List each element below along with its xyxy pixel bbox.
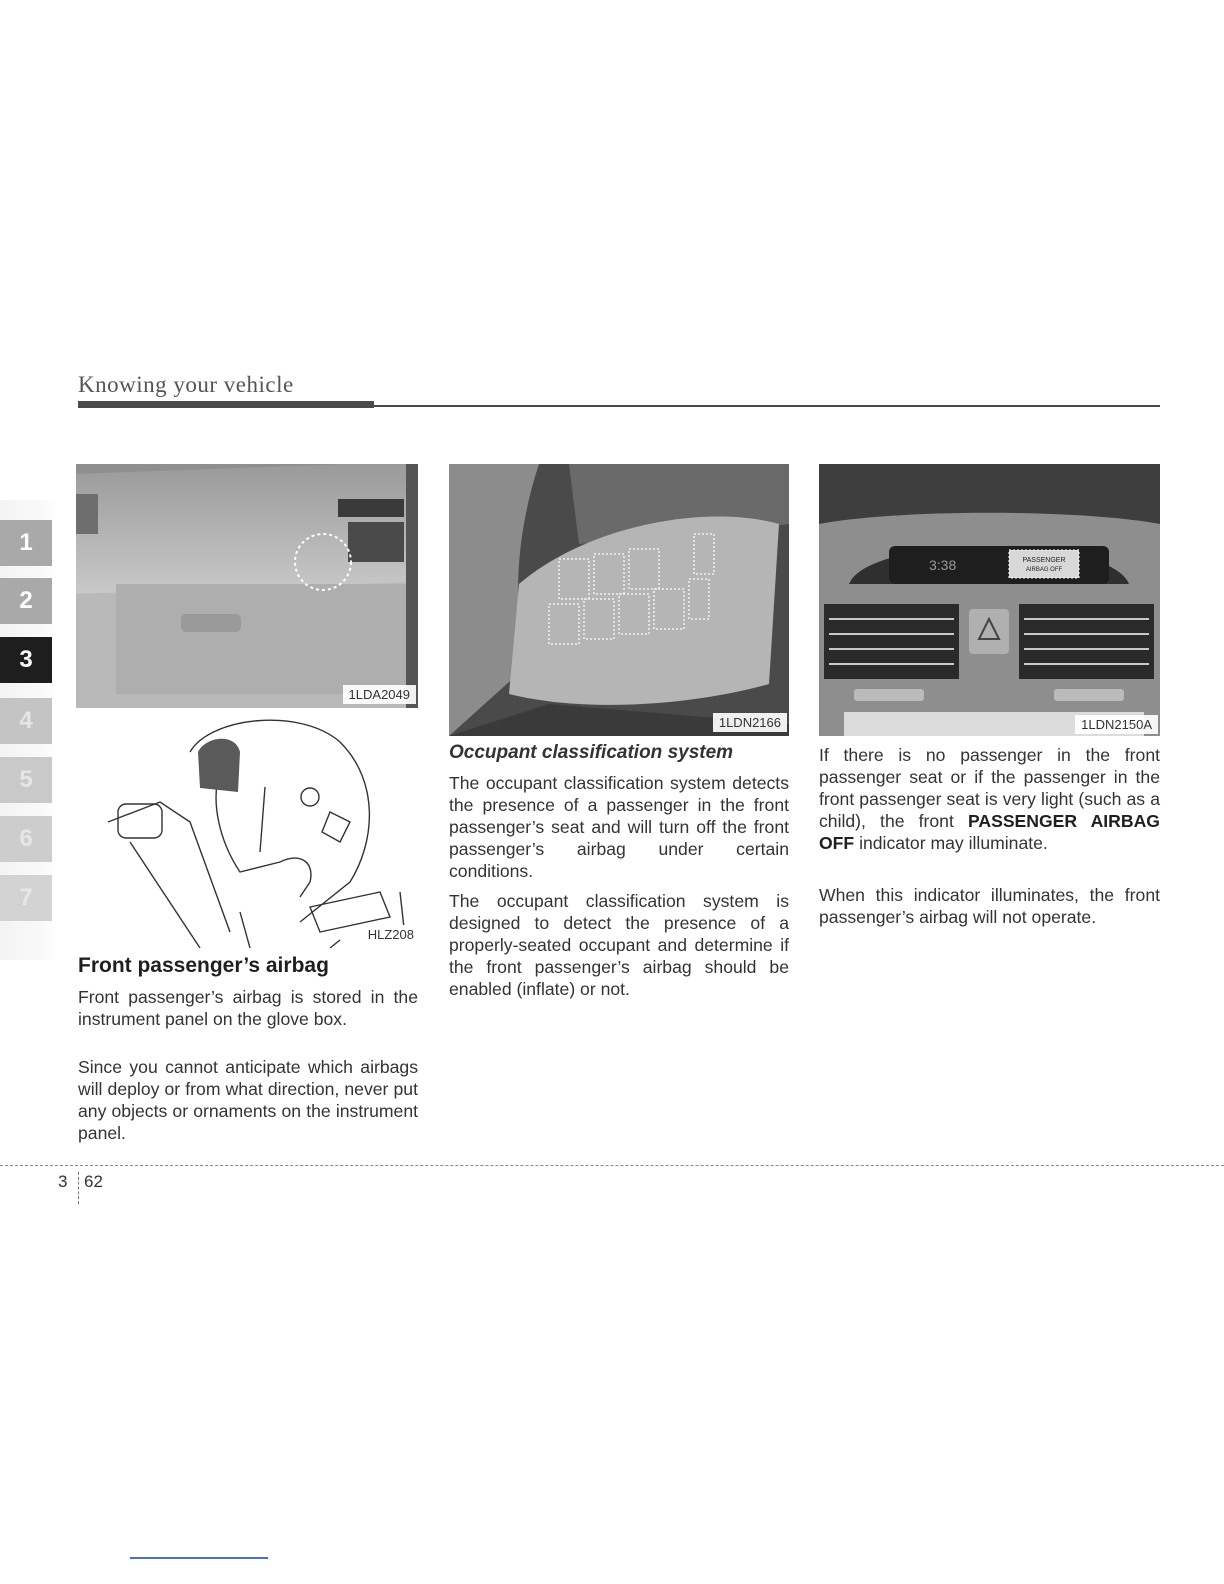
- chapter-tab-1[interactable]: 1: [0, 520, 52, 566]
- indicator-photo-caption: 1LDN2150A: [1075, 715, 1158, 734]
- clock-display: 3:38: [929, 557, 957, 573]
- chapter-tab-3-active[interactable]: 3: [0, 637, 52, 683]
- header-rule-thin: [374, 405, 1160, 407]
- footer-section-number: 3: [58, 1172, 68, 1191]
- column3-paragraph-1-text-a: If there is no passenger in the front passenger seat or if the passenger in the front passenger seat is very light (such as a child), the front: [819, 745, 1160, 831]
- indicator-label-line-1: PASSENGER: [1022, 557, 1066, 564]
- column3-paragraph-1-text-b: indicator may illuminate.: [854, 833, 1048, 853]
- column2-paragraph-2: The occupant classification system is designed to detect the presence of a properly-seated occupant and determine if the front passenger’s airbag should be enabled (inflate) or not.: [449, 891, 789, 999]
- column1-paragraph-1: Front passenger’s airbag is stored in the instrument panel on the glove box.: [78, 987, 418, 1029]
- column1-paragraph-2: Since you cannot anticipate which airbags will deploy or from what direction, never put any objects or ornaments on the instrument panel.: [78, 1057, 418, 1143]
- dashboard-photo-caption: 1LDA2049: [343, 685, 416, 704]
- seat-sensor-photo: [449, 464, 789, 736]
- airbag-illustration: [100, 712, 420, 948]
- passenger-airbag-off-bold-text: PASSENGER AIRBAG OFF: [819, 811, 1160, 853]
- column2-paragraph-1: The occupant classification system detects the presence of a passenger in the front passenger’s seat and will turn off the front passenger’s airbag under certain conditions.: [449, 773, 789, 881]
- column3-paragraph-1: [819, 744, 1160, 854]
- header-rule-thick: [78, 401, 374, 408]
- chapter-tab-2[interactable]: 2: [0, 578, 52, 624]
- seat-photo-caption: 1LDN2166: [713, 713, 787, 732]
- chapter-tab-7[interactable]: 7: [0, 875, 52, 921]
- passenger-airbag-off-indicator-photo: [819, 464, 1160, 736]
- chapter-tab-5[interactable]: 5: [0, 757, 52, 803]
- bottom-underline-link[interactable]: [130, 1557, 268, 1559]
- indicator-label-line-2: AIRBAG OFF: [1025, 567, 1063, 573]
- footer-page-number: 62: [84, 1172, 103, 1191]
- front-passenger-airbag-heading: Front passenger’s airbag: [78, 954, 329, 977]
- chapter-tab-4[interactable]: 4: [0, 698, 52, 744]
- occupant-classification-heading: Occupant classification system: [449, 742, 734, 763]
- illustration-caption: HLZ208: [362, 925, 420, 944]
- footer-dashed-rule: [0, 1165, 1224, 1166]
- footer-separator: [78, 1172, 79, 1204]
- column3-paragraph-2: When this indicator illuminates, the front passenger’s airbag will not operate.: [819, 885, 1160, 927]
- dashboard-photo: [76, 464, 418, 708]
- chapter-tab-6[interactable]: 6: [0, 816, 52, 862]
- page-header-title: Knowing your vehicle: [78, 372, 294, 397]
